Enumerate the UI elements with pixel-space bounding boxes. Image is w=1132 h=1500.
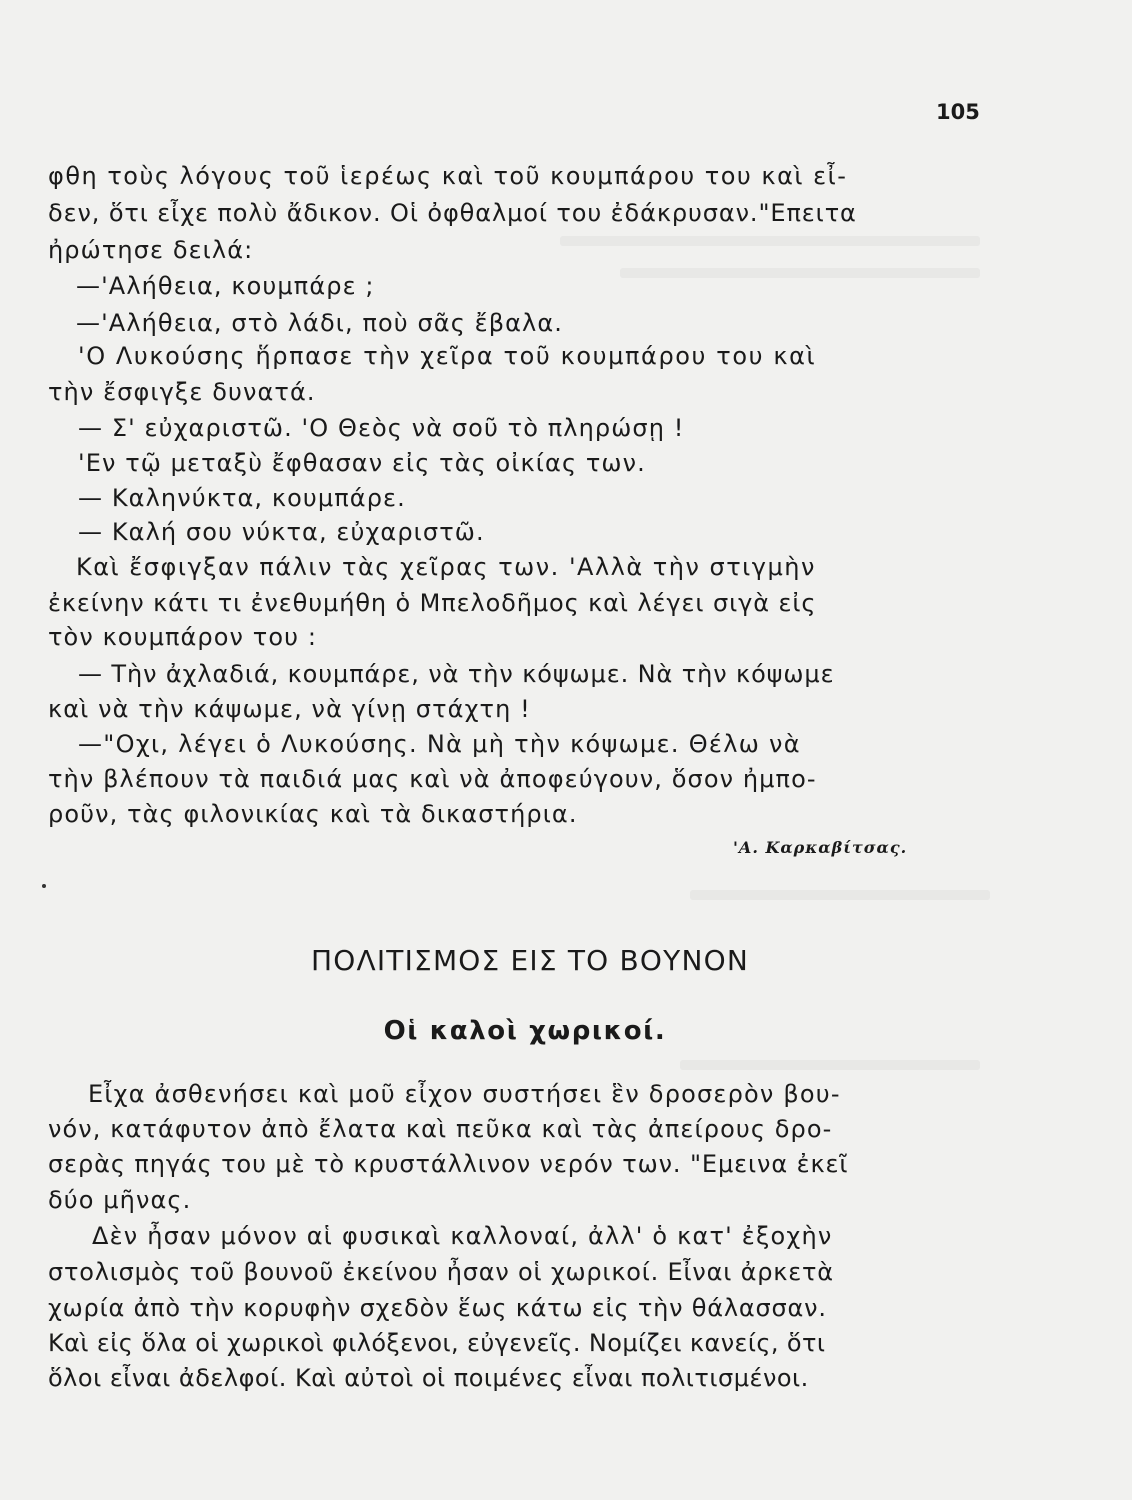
text-line: Δὲν ἦσαν μόνον αἱ φυσικαὶ καλλοναί, ἀλλ' ὁ κατ' ἐξοχὴν bbox=[92, 1222, 833, 1250]
text-line: καὶ νὰ τὴν κάψωμε, νὰ γίνῃ στάχτη ! bbox=[48, 695, 531, 723]
text-line: 'Εν τῷ μεταξὺ ἔφθασαν εἰς τὰς οἰκίας των. bbox=[78, 449, 646, 477]
text-line: φθη τοὺς λόγους τοῦ ἱερέως καὶ τοῦ κουμπάρου του καὶ εἶ- bbox=[48, 162, 848, 190]
text-line: δύο μῆνας. bbox=[48, 1186, 192, 1214]
text-line: στολισμὸς τοῦ βουνοῦ ἐκείνου ἦσαν οἱ χωρικοί. Εἶναι ἀρκετὰ bbox=[48, 1258, 834, 1286]
text-line: —"Οχι, λέγει ὁ Λυκούσης. Νὰ μὴ τὴν κόψωμε. Θέλω νὰ bbox=[78, 730, 801, 758]
text-line: ὅλοι εἶναι ἀδελφοί. Καὶ αὐτοὶ οἱ ποιμένες εἶναι πολιτισμένοι. bbox=[48, 1364, 809, 1392]
text-line: — Καλή σου νύκτα, εὐχαριστῶ. bbox=[78, 518, 485, 546]
bleed-through-mark bbox=[690, 890, 990, 900]
text-line: — Καληνύκτα, κουμπάρε. bbox=[78, 484, 406, 512]
text-line: Εἶχα ἀσθενήσει καὶ μοῦ εἶχον συστήσει ἓν δροσερὸν βου- bbox=[88, 1080, 841, 1108]
text-line: —'Αλήθεια, στὸ λάδι, ποὺ σᾶς ἔβαλα. bbox=[76, 309, 563, 337]
text-line: 'Ο Λυκούσης ἥρπασε τὴν χεῖρα τοῦ κουμπάρου του καὶ bbox=[78, 342, 817, 370]
stray-mark bbox=[42, 884, 46, 888]
section-heading: ΠΟΛΙΤΙΣΜΟΣ ΕΙΣ ΤΟ ΒΟΥΝΟΝ bbox=[310, 944, 749, 977]
text-line: ροῦν, τὰς φιλονικίας καὶ τὰ δικαστήρια. bbox=[48, 800, 578, 828]
text-line: Καὶ εἰς ὅλα οἱ χωρικοὶ φιλόξενοι, εὐγενεῖς. Νομίζει κανείς, ὅτι bbox=[48, 1329, 826, 1357]
text-line: τὴν βλέπουν τὰ παιδιά μας καὶ νὰ ἀποφεύγουν, ὅσον ἠμπο- bbox=[48, 765, 817, 793]
bleed-through-mark bbox=[680, 1060, 980, 1070]
text-line: τὴν ἔσφιγξε δυνατά. bbox=[48, 378, 316, 406]
text-line: δεν, ὅτι εἶχε πολὺ ἄδικον. Οἱ ὀφθαλμοί του ἐδάκρυσαν."Επειτα bbox=[48, 199, 857, 227]
text-line: νόν, κατάφυτον ἀπὸ ἔλατα καὶ πεῦκα καὶ τὰς ἀπείρους δρο- bbox=[48, 1115, 833, 1143]
bleed-through-mark bbox=[560, 236, 980, 246]
text-line: — Τὴν ἀχλαδιά, κουμπάρε, νὰ τὴν κόψωμε. Νὰ τὴν κόψωμε bbox=[78, 660, 835, 688]
section-subheading: Οἱ καλοὶ χωρικοί. bbox=[383, 1016, 667, 1046]
text-line: Καὶ ἔσφιγξαν πάλιν τὰς χεῖρας των. 'Αλλὰ τὴν στιγμὴν bbox=[76, 553, 816, 581]
text-line: — Σ' εὐχαριστῶ. 'Ο Θεὸς νὰ σοῦ τὸ πληρώσῃ ! bbox=[78, 414, 685, 442]
text-line: σερὰς πηγάς του μὲ τὸ κρυστάλλινον νερόν των. "Εμεινα ἐκεῖ bbox=[48, 1150, 849, 1178]
page-number: 105 bbox=[936, 100, 980, 124]
author-signature: 'Α. Καρκαβίτσας. bbox=[733, 838, 908, 857]
text-line: τὸν κουμπάρον του : bbox=[48, 623, 318, 651]
bleed-through-mark bbox=[620, 268, 980, 278]
text-line: ἠρώτησε δειλά: bbox=[48, 236, 254, 264]
text-line: ἐκείνην κάτι τι ἐνεθυμήθη ὁ Μπελοδῆμος καὶ λέγει σιγὰ εἰς bbox=[48, 589, 817, 617]
text-line: χωρία ἀπὸ τὴν κορυφὴν σχεδὸν ἕως κάτω εἰς τὴν θάλασσαν. bbox=[48, 1294, 827, 1322]
text-line: —'Αλήθεια, κουμπάρε ; bbox=[76, 272, 375, 300]
